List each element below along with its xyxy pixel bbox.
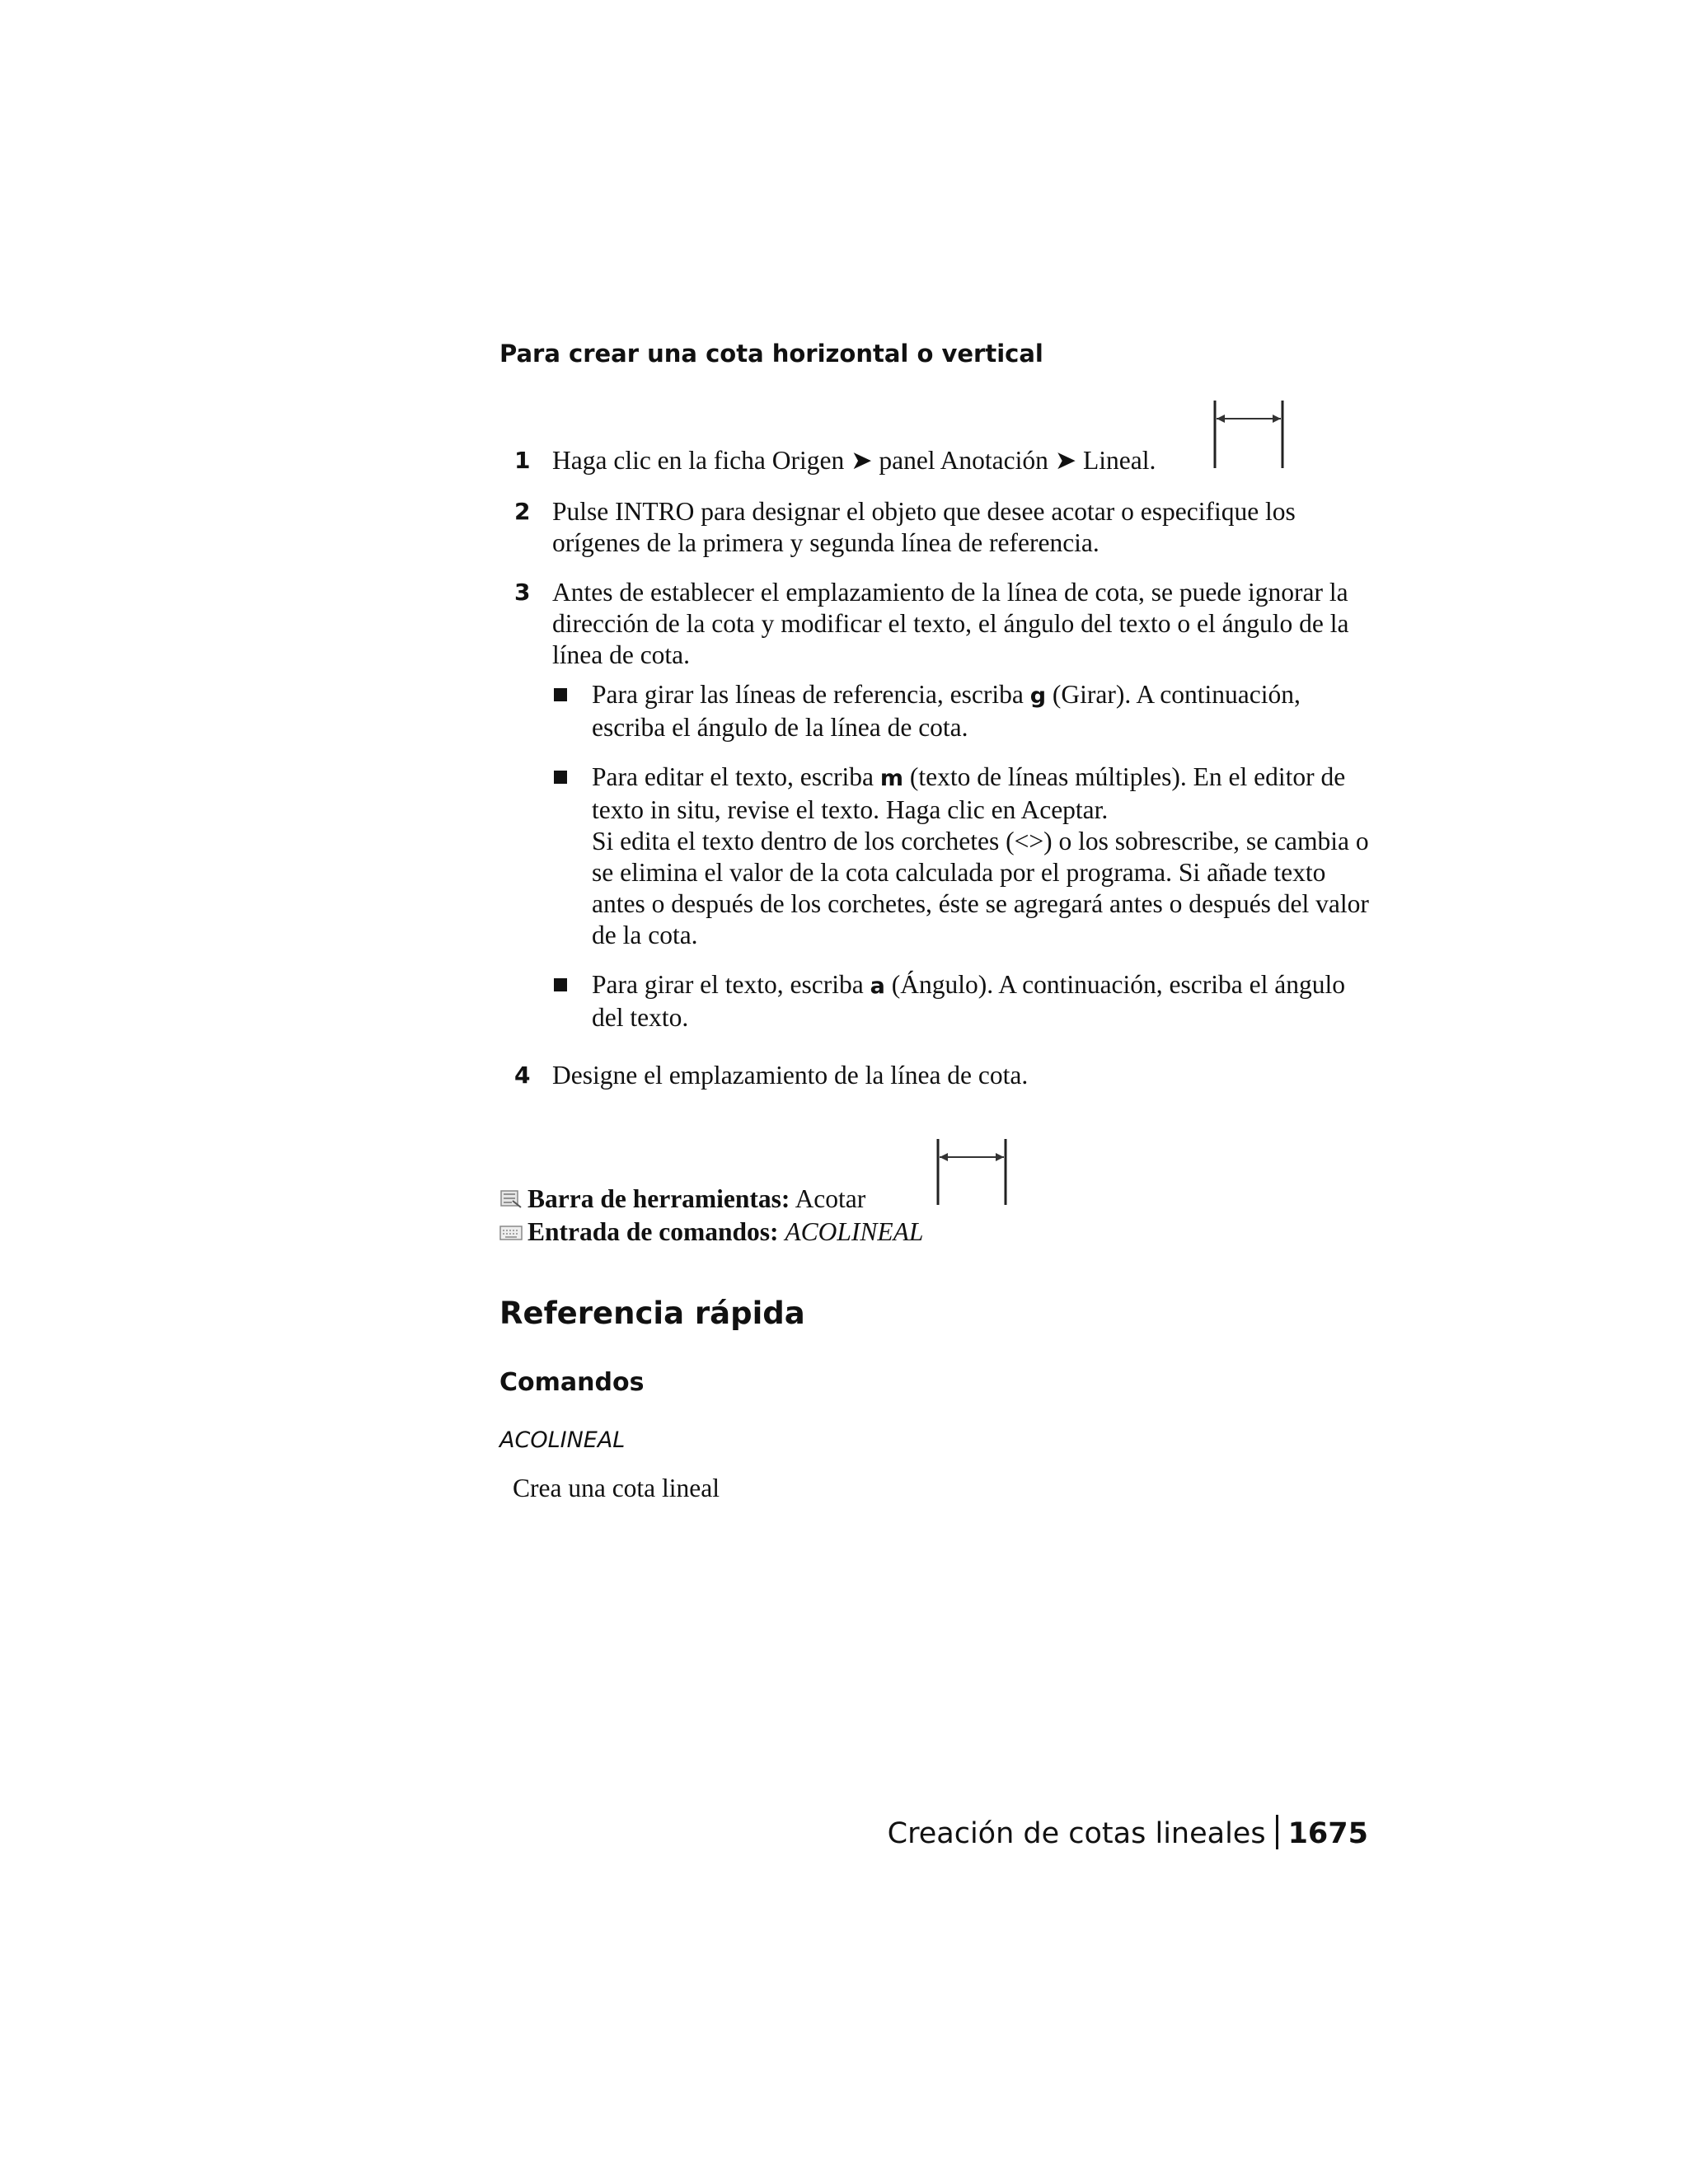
step-text: Pulse INTRO para designar el objeto que desee acotar o especifique los orígenes de la primera y segunda línea de referencia. xyxy=(552,497,1296,557)
toolbar-label: Barra de herramientas: xyxy=(528,1184,790,1213)
step-3 xyxy=(499,577,1373,671)
bullet-item xyxy=(552,969,1376,1033)
step-2 xyxy=(499,496,1373,559)
bullet-marker xyxy=(554,688,567,701)
procedure-heading: Para crear una cota horizontal o vertical xyxy=(499,340,1043,368)
step-4 xyxy=(499,1060,1373,1091)
commands-heading: Comandos xyxy=(499,1368,645,1397)
bullet-item xyxy=(552,679,1376,743)
footer-divider xyxy=(1276,1815,1278,1849)
linear-dimension-icon xyxy=(935,1137,1009,1207)
keyword: a xyxy=(870,973,885,999)
step-number: 1 xyxy=(514,447,531,474)
step-text: Antes de establecer el emplazamiento de la línea de cota, se puede ignorar la dirección de la cota y modificar el texto, el ángulo del texto o el ángulo de la línea de cota. xyxy=(552,578,1349,669)
command-description: Crea una cota lineal xyxy=(513,1474,720,1502)
step-number: 4 xyxy=(514,1062,531,1089)
toolbar-access xyxy=(499,1183,865,1215)
bullet-marker xyxy=(554,771,567,784)
quick-reference-heading: Referencia rápida xyxy=(499,1296,805,1331)
bullet-note: Si edita el texto dentro de los corchetes (<>) o los sobrescribe, se cambia o se elimina el valor de la cota calculada por el programa. Si añade texto antes o después de los corchetes, éste se agregará antes o después del valor de la cota. xyxy=(592,827,1369,949)
command-value: ACOLINEAL xyxy=(785,1217,924,1246)
footer-section-title: Creación de cotas lineales xyxy=(887,1817,1266,1850)
command-name: ACOLINEAL xyxy=(499,1427,626,1453)
toolbar-value: Acotar xyxy=(795,1184,866,1213)
command-label: Entrada de comandos: xyxy=(528,1217,779,1246)
keyword: g xyxy=(1029,683,1047,709)
keyboard-icon xyxy=(499,1224,523,1242)
bullet-text: Para girar las líneas de referencia, escriba g (Girar). A continuación, escriba el ángulo de la línea de cota. xyxy=(592,680,1301,742)
step-text: Haga clic en la ficha Origen ➤ panel Anotación ➤ Lineal. xyxy=(552,446,1156,475)
page-number: 1675 xyxy=(1287,1817,1368,1850)
bullet-marker xyxy=(554,978,567,991)
bullet-item xyxy=(552,762,1376,951)
toolbar-icon xyxy=(499,1188,523,1209)
step-number: 3 xyxy=(514,579,531,606)
bullet-text: Para editar el texto, escriba m (texto de líneas múltiples). En el editor de texto in situ, revise el texto. Haga clic en Aceptar. xyxy=(592,762,1346,824)
page-footer xyxy=(888,1815,1368,1850)
bullet-text: Para girar el texto, escriba a (Ángulo). A continuación, escriba el ángulo del texto. xyxy=(592,970,1345,1032)
keyword: m xyxy=(879,766,903,791)
step-text: Designe el emplazamiento de la línea de cota. xyxy=(552,1061,1029,1090)
command-access xyxy=(499,1216,923,1248)
linear-dimension-icon xyxy=(1212,399,1286,470)
step-number: 2 xyxy=(514,498,531,525)
